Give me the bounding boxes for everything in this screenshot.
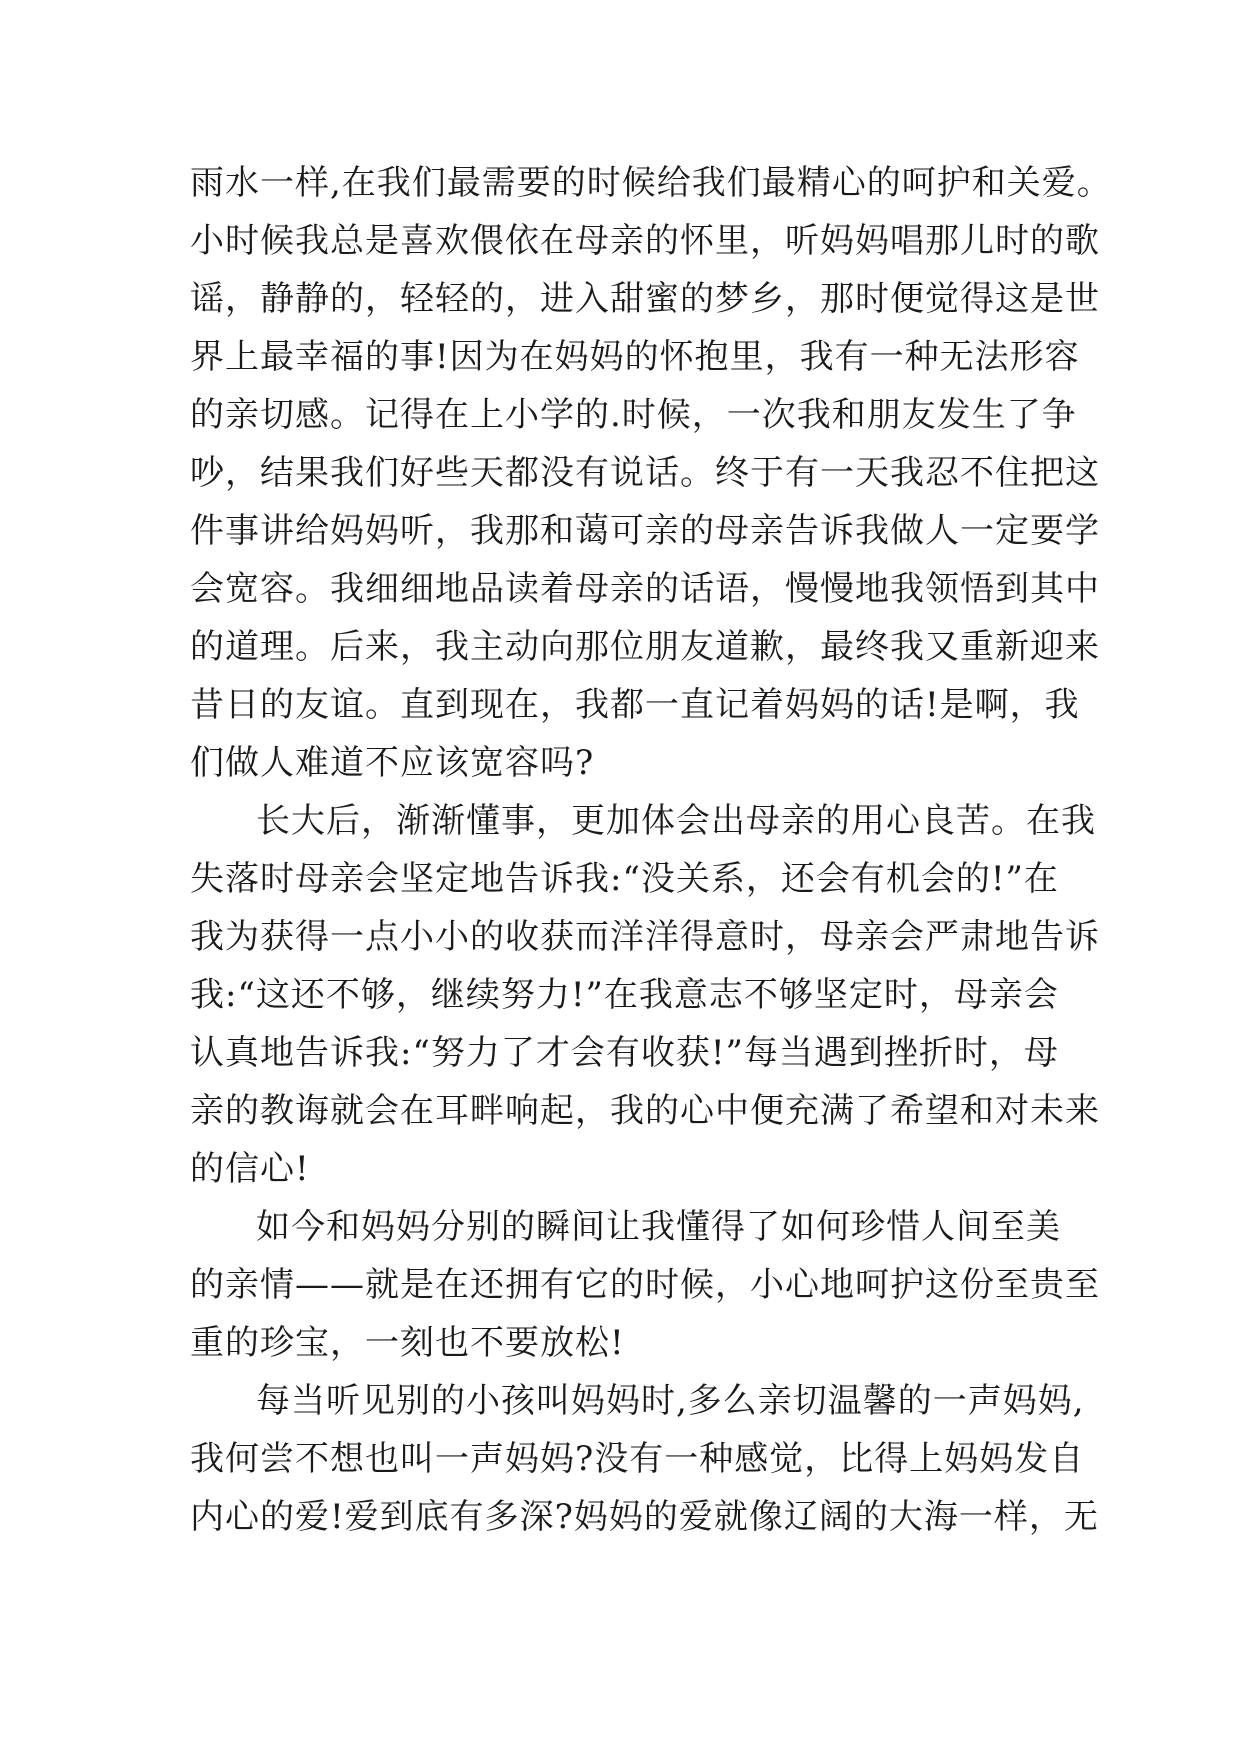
text-line: 会宽容。我细细地品读着母亲的话语，慢慢地我领悟到其中 [190, 569, 1100, 609]
paragraph-first-line: 长大后，渐渐懂事，更加体会出母亲的用心良苦。在我 [256, 801, 1096, 841]
text-line: 界上最幸福的事!因为在妈妈的怀抱里，我有一种无法形容 [190, 337, 1080, 377]
body-text [190, 154, 1190, 1546]
text-line: 的亲切感。记得在上小学的.时候，一次我和朋友发生了争 [190, 395, 1077, 435]
text-line: 小时候我总是喜欢偎依在母亲的怀里，听妈妈唱那儿时的歌 [190, 221, 1100, 261]
text-line: 的道理。后来，我主动向那位朋友道歉，最终我又重新迎来 [190, 627, 1100, 667]
text-line: 雨水一样,在我们最需要的时候给我们最精心的呵护和关爱。 [190, 163, 1112, 203]
text-line: 我为获得一点小小的收获而洋洋得意时，母亲会严肃地告诉 [190, 917, 1100, 957]
text-line: 的信心! [190, 1149, 310, 1189]
text-line: 的亲情——就是在还拥有它的时候，小心地呵护这份至贵至 [190, 1265, 1100, 1305]
text-line: 我何尝不想也叫一声妈妈?没有一种感觉，比得上妈妈发自 [190, 1439, 1085, 1479]
text-line: 我:“这还不够，继续努力!”在我意志不够坚定时，母亲会 [190, 975, 1059, 1015]
text-line: 昔日的友谊。直到现在，我都一直记着妈妈的话!是啊，我 [190, 685, 1080, 725]
text-line: 认真地告诉我:“努力了才会有收获!”每当遇到挫折时，母 [190, 1033, 1059, 1073]
text-line: 内心的爱!爱到底有多深?妈妈的爱就像辽阔的大海一样，无 [190, 1497, 1099, 1537]
paragraph-first-line: 每当听见别的小孩叫妈妈时,多么亲切温馨的一声妈妈, [256, 1381, 1085, 1421]
text-line: 重的珍宝，一刻也不要放松! [190, 1323, 625, 1363]
text-line: 件事讲给妈妈听，我那和蔼可亲的母亲告诉我做人一定要学 [190, 511, 1100, 551]
text-line: 谣，静静的，轻轻的，进入甜蜜的梦乡，那时便觉得这是世 [190, 279, 1100, 319]
paragraph-first-line: 如今和妈妈分别的瞬间让我懂得了如何珍惜人间至美 [256, 1207, 1061, 1247]
text-line: 亲的教诲就会在耳畔响起，我的心中便充满了希望和对未来 [190, 1091, 1100, 1131]
text-line: 失落时母亲会坚定地告诉我:“没关系，还会有机会的!”在 [190, 859, 1059, 899]
text-line: 吵，结果我们好些天都没有说话。终于有一天我忍不住把这 [190, 453, 1100, 493]
text-line: 们做人难道不应该宽容吗? [190, 743, 595, 783]
